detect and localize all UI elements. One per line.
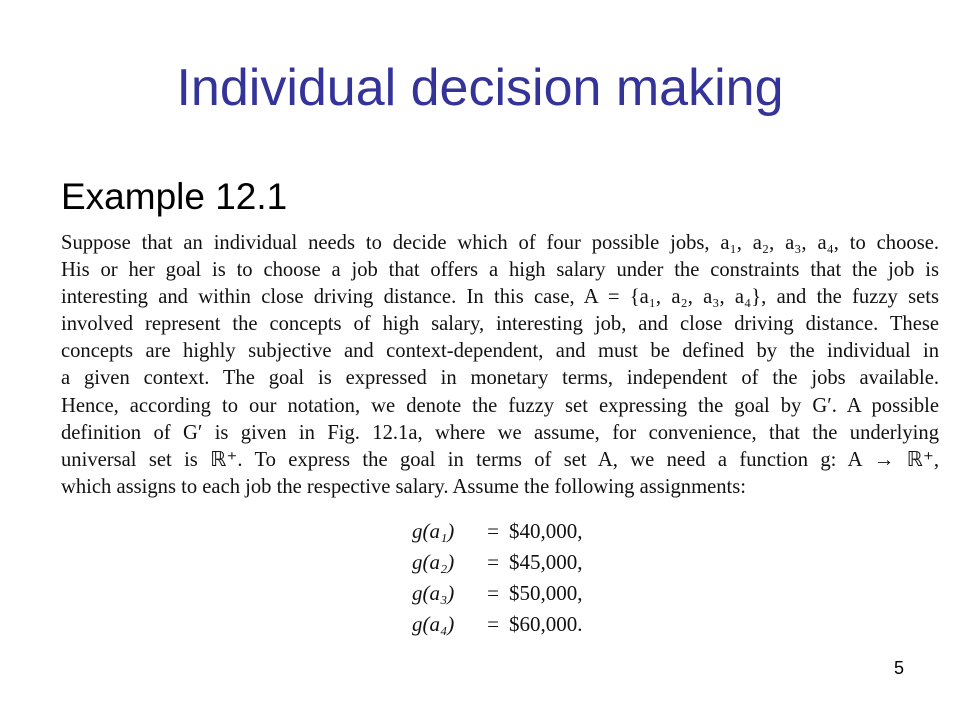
assignment-row	[412, 547, 583, 578]
slide-title: Individual decision making	[176, 59, 784, 117]
assignment-function: g(a₄)	[412, 612, 455, 636]
assignment-function: g(a₃)	[412, 581, 455, 605]
page-number: 5	[893, 658, 904, 678]
assignment-value: $40,000,	[509, 519, 583, 543]
assignment-row	[412, 516, 583, 547]
textbook-excerpt	[61, 230, 939, 501]
excerpt-line: a given context. The goal is expressed in monetary terms, independent of the jobs available.	[61, 367, 939, 390]
assignment-value: $60,000.	[509, 612, 583, 636]
excerpt-line: concepts are highly subjective and context-dependent, and must be defined by the individual in	[61, 340, 939, 363]
excerpt-line: universal set is ℝ⁺. To express the goal in terms of set A, we need a function g: A → ℝ⁺,	[61, 448, 939, 471]
equals-sign: =	[487, 550, 499, 574]
salary-assignments	[412, 516, 583, 640]
example-heading: Example 12.1	[61, 176, 288, 217]
equals-sign: =	[487, 581, 499, 605]
assignment-value: $50,000,	[509, 581, 583, 605]
assignment-function: g(a₁)	[412, 519, 455, 543]
assignment-value: $45,000,	[509, 550, 583, 574]
equals-sign: =	[487, 612, 499, 636]
assignment-row	[412, 609, 583, 640]
excerpt-line: Suppose that an individual needs to decide which of four possible jobs, a₁, a₂, a₃, a₄, to choose.	[61, 232, 939, 254]
excerpt-line: involved represent the concepts of high salary, interesting job, and close driving distance. These	[61, 313, 939, 336]
excerpt-line: Hence, according to our notation, we denote the fuzzy set expressing the goal by G′. A possible	[61, 394, 939, 417]
excerpt-line: which assigns to each job the respective salary. Assume the following assignments:	[61, 475, 746, 498]
excerpt-line: His or her goal is to choose a job that offers a high salary under the constraints that the job is	[61, 259, 939, 282]
equals-sign: =	[487, 519, 499, 543]
assignment-function: g(a₂)	[412, 550, 455, 574]
assignment-row	[412, 578, 583, 609]
excerpt-line: definition of G′ is given in Fig. 12.1a, where we assume, for convenience, that the underlying	[61, 421, 939, 444]
excerpt-line: interesting and within close driving distance. In this case, A = {a₁, a₂, a₃, a₄}, and the fuzzy sets	[61, 286, 939, 309]
